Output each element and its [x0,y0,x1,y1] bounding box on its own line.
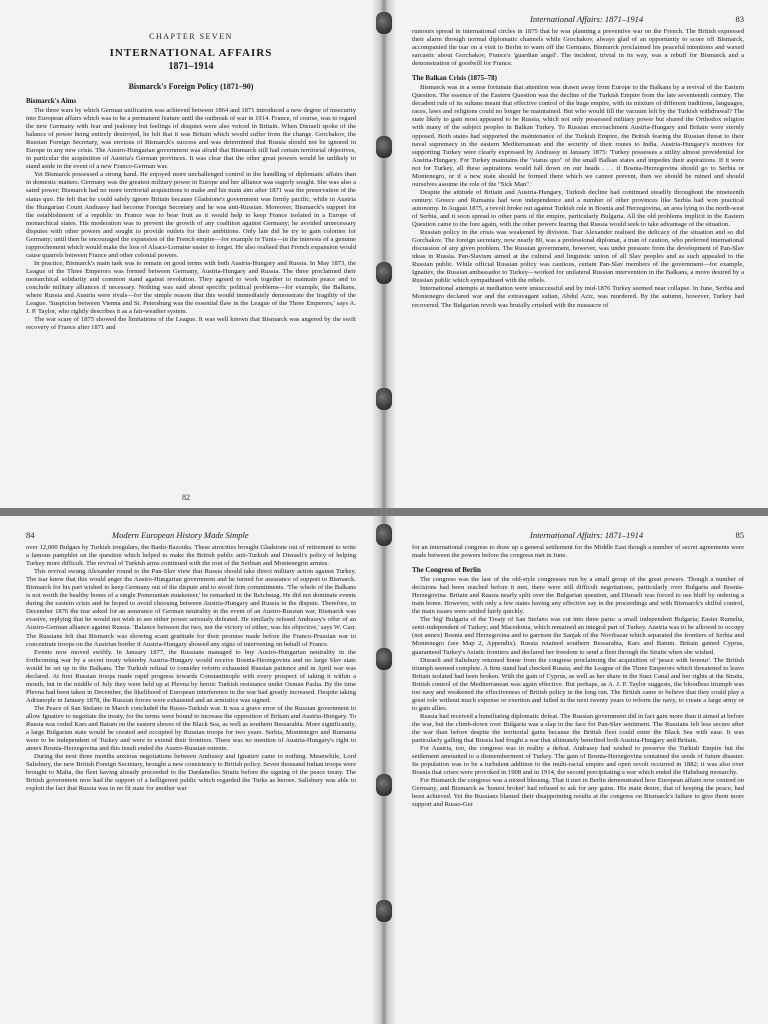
paragraph: The three wars by which German unification was achieved between 1864 and 1871 introduced a new degree of insecurity into European affairs which was to be a permanent feature until the outbreak of war in 1914. France, of course, was to regard the new Germany with fear and jealousy but feelings of disquiet were also voiced in Britain. When Disraeli spoke of the balance of power being entirely destroyed, he felt that it was Britain which would suffer from the change. Gorchakov, the Russian Foreign Secretary, was envious of Bismarck's success and was determined that Russia should not be ignored in Europe in any new crisis. The Austro-Hungarian government was afraid that Bismarck still had certain territorial objectives, in particular the acquisition of Austria's German provinces. It was clear that the other great powers would be unlikely to stand aside in the event of a new Franco-German war. [26,107,356,171]
running-head-title: International Affairs: 1871–1914 [530,530,644,540]
running-head-title: International Affairs: 1871–1914 [530,14,644,24]
paragraph: The Peace of San Stefano in March concluded the Russo-Turkish war. It was a grave error of the Russian government to allow Ignatiev to negotiate the treaty, for the terms were bound to increase the opposition of Britain and Austria-Hungary. To Russia was ceded Kars and Batum on the eastern shores of the Black Sea, as well as southern Bessarabia. More significantly, a large Bulgarian state would be created and occupied by Russian troops for two years. Serbia, Montenegro and Rumania were to be independent of Turkey and were to extend their frontiers. There was no mention of Austria-Hungary's right to annex Bosnia-Herzegovina and this insult ended the Austro-Russian entente. [26,704,356,753]
paragraph: Russia had received a humiliating diplomatic defeat. The Russian government did in fact gain more than it aimed at before the war, but the climb-down over Bulgaria was a slap in the face for Pan-Slav sentiment. The Russians felt less secure after the war than before despite the territorial gains because the British fleet could enter the Black Sea with ease. It was particularly galling that Russia had fought a war that ultimately benefited both Austria-Hungary and Britain. [412,712,744,745]
paragraph: Yet Bismarck possessed a strong hand. He enjoyed more unchallenged control in the handling of diplomatic affairs than in domestic matters. Germany was the greatest military power in Europe and her alliance was eagerly sought. She was also a sated power; Bismarck had no more territorial acquisitions to make and his main aim after 1871 was the preservation of the status quo. He felt that he could safely ignore Britain because Gladstone's government was firmly pacific, while in Austria the Hungarian Count Andrassy had become Foreign Secretary and he was anti-Russian. Moreover, Bismarck's support for the establishment of a republic in France was to bear fruit as it would help to keep France isolated in a Europe of monarchical states. His moderation was to prevent the growth of any coalition against Germany; he avoided unnecessary disputes with other powers and sought to provide outlets for their ambitions. Only late did he try to gain colonies for Germany; until then he encouraged the expansion of the French empire—for example in Tunis—in the interests of a genuine rapprochement which would make the loss of Alsace-Lorraine easier to forget. He also realised that French expansion would cause quarrels between France and other colonial powers. [26,171,356,259]
book-gutter [372,516,396,1024]
spread-pages-82-83 [0,0,768,508]
paragraph: Despite the attitude of Britain and Austria-Hungary, Turkish decline had continued steadily throughout the nineteenth century. Greece and Rumania had won independence and a number of other provinces like Serbia had won practical autonomy. In August 1875, a revolt broke out against Turkish rule in Bosnia and Herzegovina, an area lying to the north-west of Serbia, and it soon spread to other parts of the empire, particularly Bulgaria. All the old problems implicit in the Eastern Question came to the fore again, with the other powers fearing that Russia would seek to take advantage of the situation. [412,188,744,229]
paragraph: For Bismarck the congress was a mixed blessing. That it met in Berlin demonstrated how European affairs now centred on Germany, and Bismarck as 'honest broker' had refused to ask for any gains. His main desire, that of keeping the peace, had been achieved. Yet the Russians blamed their disappointing results at the congress on Bismarck's failure to give them more support and Russo-Ger [412,777,744,809]
page-number: 83 [735,14,744,24]
binding-ring [376,900,392,922]
spread-pages-84-85 [0,516,768,1024]
paragraph: for an international congress to draw up a general settlement for the Middle East though a number of secret agreements were made between the powers before the congress met in June. [412,544,744,560]
paragraph: Events now moved swiftly. In January 1877, the Russians managed to buy Austro-Hungarian neutrality in the forthcoming war by a secret treaty whereby Austria-Hungary would receive Bosnia-Herzegovina and no large Slav state would be set up in the Balkans. The Turkish refusal to consider reform exhausted Russian patience and in April war was declared. At first Russian troops made rapid progress towards Constantinople with every prospect of taking it within a month, but in the middle of July they were held up at Plevna by heroic Turkish resistance under Osman Pasha. By the time Plevna had been taken in December, the likelihood of European interference in the war had greatly increased. Despite taking Adrianople in January 1878, the Russian forces were exhausted and an armistice was signed. [26,648,356,704]
binding-ring [376,524,392,546]
subheading: Bismarck's Aims [26,97,77,105]
chapter-years: 1871–1914 [168,61,214,72]
paragraph: In practice, Bismarck's main task was to remain on good terms with both Austria-Hungary and Russia. In May 1873, the League of the Three Emperors was formed between Germany, Austria-Hungary and Russia. The three proclaimed their monarchical solidarity and common stand against revolution. They agreed to work together to maintain peace and to conclude military alliances if necessary. Nothing was said about specific political problems—for example, the Balkans, where Russia and Austria were rivals—for the simple reason that this would immediately demonstrate the fragility of the League. 'Suspicion between Vienna and St. Petersburg was the essential flaw in the League of the Three Emperors,' says A. J. P. Taylor, who rightly describes it as a fair-weather system. [26,259,356,316]
page-82 [0,0,372,508]
paragraph: The war scare of 1875 showed the limitations of the League. It was well known that Bismarck was angered by the swift recovery of France after 1871 and [26,316,356,332]
paragraph: The congress was the last of the old-style congresses run by a small group of the great powers. Though a number of decisions had been reached before it met, there were still difficult negotiations, particularly over Bulgaria and Bosnia-Herzegovina. Britain and Russia nearly split over the Bulgarian question, and Disraeli was forced to use bluff by ordering a train home. However, with only a few states having any effective say in the proceedings and with Bismarck's skilful control, the main issues were settled fairly quickly. [412,576,744,616]
scan-separator [0,508,768,516]
paragraph: Russian policy in the crisis was weakened by division. Tsar Alexander realised the delicacy of the situation and so did Gorchakov. The foreign secretary, now nearly 80, was a professional diplomat, a man of caution, who preferred international discussion of any given problem. The Russian government, however, was under pressure from the development of Pan-Slav ideas in Russia. Pan-Slavism aimed at the cultural and linguistic union of all Slav peoples and as such appealed to the Russian public. While official Russian policy was cautious, certain Pan-Slav members of the government—for example, Ignatiev, the Russian ambassador to Turkey—worked for unilateral Russian intervention in the Balkans, a move desired by a Russian public which sympathised with the rebels. [412,229,744,285]
paragraph: Disraeli and Salisbury returned home from the congress proclaiming the acquisition of 'peace with honour'. The British triumph seemed complete. A firm stand had checked Russia, and the League of the Three Emperors which threatened to leave Britain isolated had been broken. With the gain of Cyprus, as well as her share in the Suez Canal and her rights at the Straits, British control of the Mediterranean was again effective. But perhaps, as A. J. P. Taylor suggests, the bloodless triumph was too easy and weakened the effectiveness of British policy in the long run. The British came to believe that they could play a great role without much expense or exertion and failed in the next twenty years to reform the navy, to create a large army or to gain allies. [412,656,744,712]
page-84 [0,516,372,1024]
chapter-title: INTERNATIONAL AFFAIRS [109,47,273,59]
binding-ring [376,648,392,670]
page-number: 85 [735,530,744,540]
paragraph: During the next three months anxious negotiations between Andrassy and Ignatiev came to nothing. Meanwhile, Lord Salisbury, the new British Foreign Secretary, brought a new consistency to British policy. Seven thousand Indian troops were brought to Malta, the fleet having already proceeded to the Dardanelles Straits before the signing of the peace treaty. The British government now had the support of a belligerent public which regarded the Turks as heroes. Salisbury was able to exploit the fact that Russia was in no fit state for another war [26,753,356,793]
paragraph: over 12,000 Bulgars by Turkish irregulars, the Bashi-Bazouks. These atrocities brought Gladstone out of retirement to write a famous pamphlet on the question which helped to make the British public anti-Turkish and Disraeli's policy of helping Turkey more difficult. The revival of Turkish arms continued with the rout of the Serbian and Montenegrin armies. [26,544,356,568]
running-head [412,14,744,28]
paragraph: Bismarck was in a sense fortunate that attention was drawn away from Europe to the Balkans by a revival of the Eastern Question. The essence of the Eastern Question was the decline of the Turkish Empire from the late seventeenth century. The decadent rule of its sultans meant that effective control of the huge empire, with its mixture of different traditions, languages, races, laws and religions could no longer be maintained. But who would fill the vacuum left by the Turkish withdrawal? The state likely to gain most appeared to be Russia, which not only possessed military power but shared the Orthodox religion with many of the subject peoples in Balkan Turkey. To Russian encroachment Austria-Hungary and Britain were sternly opposed. Both states had supported the maintenance of the Turkish Empire, the British fearing the Russian threat to their naval supremacy in the eastern Mediterranean and the security of their routes to India. Austria-Hungary's motives for supporting Turkey were clearly expressed by Andrassy in January 1875: 'Turkey possesses a utility almost providential for Austria-Hungary. For Turkey maintains the "status quo" of the small Balkan states and impedes their aspirations. If it were not for Turkey, all these aspirations would fall down on our heads . . . if Bosnia-Herzegovina should go to Serbia or Montenegro, or if a new state should be formed there which we cannot prevent, then we should be ruined and should ourselves assume the role of the "Sick Man".' [412,84,744,188]
paragraph: The 'big' Bulgaria of the Treaty of San Stefano was cut into three parts: a small independent Bulgaria; Easter Rumelia, semi-independent of Turkey; and Macedonia, which remained an integral part of Turkey. Austria was to be allowed to occupy (not annex) Bosnia and Herzegovina and to garrison the Sanjak of the Novibazar which separated the frontiers of Serbia and Montenegro (see Map 2, Appendix). Russia retained southern Bessarabia, Kars and Batum. Britain gained Cyprus, guaranteed Turkey's Asiatic frontiers and declared her freedom to send a fleet through the Straits when she wished. [412,616,744,656]
book-gutter [372,0,396,508]
binding-ring [376,12,392,34]
running-head [412,530,744,544]
page-number: 82 [182,493,190,502]
binding-ring [376,262,392,284]
running-head [26,530,356,544]
chapter-label: CHAPTER SEVEN [149,32,233,41]
paragraph: rumours spread in international circles in 1875 that he was planning a preventive war on the French. The British expressed their alarm through normal diplomatic channels while Gorchakov, always glad of an opportunity to score off Bismarck, accompanied the tsar on a visit to Berlin to warn off the Germans. Bismarck proclaimed his peaceful intentions and waxed sarcastic about Gorchakov, France's 'guardian angel'. The incident, trivial in its way, was a rebuff for Bismarck and a demonstration of goodwill for France. [412,28,744,68]
subheading: The Congress of Berlin [412,566,481,575]
running-head-title: Modern European History Made Simple [112,530,249,540]
paragraph: This revival swung Alexander round to the Pan-Slav view that Russia should take direct military action against Turkey. The tsar knew that this would anger the Austro-Hungarian government and he turned for assurance of support to Bismarck. Bismarck for his part wished to keep Germany out of the dispute and to avoid firm commitments. 'The whole of the Balkans is not worth the healthy bones of a single Pomeranian musketeer,' he remarked in the Reichstag. He did not dominate events during the eastern crisis and he hoped to avoid choosing between Austria-Hungary and Russia in the dispute. Therefore, in December 1876 the tzar asked for an assurance of German neutrality in the event of an Austro-Russian war, Bismarck was evasive, replying that he would not wish to see either power seriously defeated. He similarly refused Andrassy's offer of an Austro-German alliance against Russia. 'Balance between the two, not the victory of either, was his objective,' says W. Carr. The Russians felt that Bismarck was showing scant gratitude for their promise made before the Franco-Prussian war to concentrate troops on the Austrian border if Austria-Hungary showed any signs of intervening on behalf of France. [26,568,356,648]
paragraph: International attempts at mediation were unsuccessful and by mid-1876 Turkey seemed near collapse. In June, Serbia and Montenegro declared war and the extravagant sultan, Abdul Aziz, was murdered. By the autumn, however, Turkey had recovered. The Bulgarian revolt was brutally crushed with the massacre of [412,285,744,309]
subheading: The Balkan Crisis (1875–78) [412,74,497,83]
paragraph: For Austria, too, the congress was in reality a defeat. Andrassy had wished to preserve the Turkish Empire but the settlement amounted to a dismemberment of Turkey. The gain of Bosnia-Herzegovina contained the seeds of future disaster. Its population was to be a turbulent addition to the multi-racial empire and open revolt occurred in 1882; it was also over Bosnia that crises were provoked in 1908 and in 1914, the second precipitating a war which ended the Habsburg monarchy. [412,745,744,777]
page-number: 84 [26,530,35,540]
binding-ring [376,136,392,158]
page-85 [396,516,768,1024]
binding-ring [376,774,392,796]
section-title: Bismarck's Foreign Policy (1871–90) [128,82,254,91]
page-83 [396,0,768,508]
binding-ring [376,388,392,410]
